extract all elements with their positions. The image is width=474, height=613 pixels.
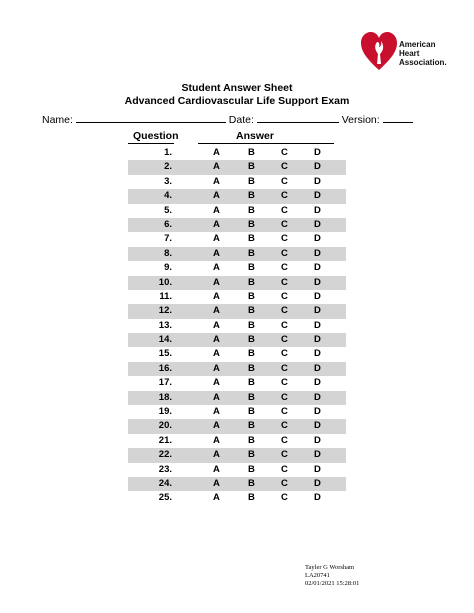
answer-choice-d[interactable]: D (314, 262, 321, 274)
answer-choice-a[interactable]: A (213, 190, 220, 202)
answer-choice-a[interactable]: A (213, 319, 220, 331)
question-number: 4. (164, 190, 172, 202)
question-number: 25. (158, 492, 172, 504)
answer-choice-d[interactable]: D (314, 434, 321, 446)
question-number: 1. (164, 147, 172, 158)
answer-choice-b[interactable]: B (248, 190, 255, 202)
table-row (128, 261, 346, 275)
answer-choice-b[interactable]: B (248, 147, 255, 158)
answer-choice-d[interactable]: D (314, 377, 321, 389)
answer-choice-c[interactable]: C (281, 175, 288, 187)
footer-code: LA20741 (305, 572, 330, 579)
question-number: 13. (158, 319, 172, 331)
question-number: 3. (164, 175, 172, 187)
answer-choice-a[interactable]: A (213, 290, 220, 302)
answer-choice-d[interactable]: D (314, 147, 321, 158)
answer-choice-c[interactable]: C (281, 449, 288, 461)
table-row (128, 232, 346, 246)
answer-choice-a[interactable]: A (213, 477, 220, 489)
question-number: 8. (164, 247, 172, 259)
table-row (128, 477, 346, 491)
table-row (128, 304, 346, 318)
answer-choice-a[interactable]: A (213, 262, 220, 274)
answer-choice-c[interactable]: C (281, 391, 288, 403)
footer-stamp (305, 564, 359, 588)
answer-choice-b[interactable]: B (248, 262, 255, 274)
table-row (128, 391, 346, 405)
answer-choice-b[interactable]: B (248, 391, 255, 403)
answer-choice-b[interactable]: B (248, 406, 255, 418)
answer-choice-a[interactable]: A (213, 161, 220, 173)
answer-choice-c[interactable]: C (281, 161, 288, 173)
answer-choice-c[interactable]: C (281, 147, 288, 158)
table-row (128, 218, 346, 232)
answer-choice-c[interactable]: C (281, 290, 288, 302)
answer-choice-d[interactable]: D (314, 218, 321, 230)
answer-column-header: Answer (236, 130, 274, 142)
answer-choice-b[interactable]: B (248, 218, 255, 230)
answer-choice-c[interactable]: C (281, 377, 288, 389)
table-row (128, 290, 346, 304)
answer-choice-c[interactable]: C (281, 434, 288, 446)
answer-choice-a[interactable]: A (213, 492, 220, 504)
table-row (128, 160, 346, 174)
logo-wordmark: American Heart Association. (399, 40, 447, 67)
answer-choice-a[interactable]: A (213, 218, 220, 230)
answer-choice-a[interactable]: A (213, 276, 220, 288)
answer-choice-b[interactable]: B (248, 477, 255, 489)
question-header-rule (128, 143, 174, 144)
answer-choice-c[interactable]: C (281, 233, 288, 245)
table-row (128, 247, 346, 261)
answer-choice-a[interactable]: A (213, 420, 220, 432)
question-number: 22. (158, 449, 172, 461)
answer-choice-c[interactable]: C (281, 218, 288, 230)
table-row (128, 419, 346, 433)
question-number: 9. (164, 262, 172, 274)
answer-header-rule (198, 143, 334, 144)
question-number: 24. (158, 477, 172, 489)
answer-table (128, 130, 346, 504)
question-number: 2. (164, 161, 172, 173)
question-number: 14. (158, 334, 172, 346)
answer-choice-a[interactable]: A (213, 204, 220, 216)
table-row (128, 362, 346, 376)
answer-choice-b[interactable]: B (248, 362, 255, 374)
answer-choice-a[interactable]: A (213, 449, 220, 461)
table-row (128, 448, 346, 462)
answer-choice-b[interactable]: B (248, 334, 255, 346)
answer-choice-a[interactable]: A (213, 434, 220, 446)
table-row (128, 434, 346, 448)
answer-choice-b[interactable]: B (248, 434, 255, 446)
question-number: 5. (164, 204, 172, 216)
answer-choice-b[interactable]: B (248, 175, 255, 187)
table-row (128, 347, 346, 361)
answer-choice-a[interactable]: A (213, 406, 220, 418)
answer-choice-a[interactable]: A (213, 362, 220, 374)
answer-choice-d[interactable]: D (314, 463, 321, 475)
answer-choice-d[interactable]: D (314, 477, 321, 489)
answer-choice-a[interactable]: A (213, 247, 220, 259)
answer-choice-b[interactable]: B (248, 492, 255, 504)
answer-choice-b[interactable]: B (248, 290, 255, 302)
answer-choice-a[interactable]: A (213, 175, 220, 187)
footer-name: Tayler G Worsham (305, 564, 355, 571)
table-row (128, 491, 346, 505)
answer-choice-a[interactable]: A (213, 305, 220, 317)
answer-choice-c[interactable]: C (281, 477, 288, 489)
answer-choice-d[interactable]: D (314, 175, 321, 187)
answer-choice-c[interactable]: C (281, 420, 288, 432)
answer-choice-c[interactable]: C (281, 204, 288, 216)
answer-choice-d[interactable]: D (314, 334, 321, 346)
answer-choice-d[interactable]: D (314, 204, 321, 216)
question-number: 17. (158, 377, 172, 389)
answer-choice-a[interactable]: A (213, 147, 220, 158)
answer-choice-d[interactable]: D (314, 420, 321, 432)
answer-choice-d[interactable]: D (314, 449, 321, 461)
footer-timestamp: 02/01/2021 15:28:01 (305, 580, 360, 587)
answer-choice-d[interactable]: D (314, 492, 321, 504)
answer-choice-a[interactable]: A (213, 391, 220, 403)
answer-choice-d[interactable]: D (314, 233, 321, 245)
question-number: 6. (164, 218, 172, 230)
answer-choice-b[interactable]: B (248, 449, 255, 461)
answer-choice-c[interactable]: C (281, 305, 288, 317)
document-title-block (0, 82, 474, 107)
answer-choice-b[interactable]: B (248, 348, 255, 360)
table-row (128, 376, 346, 390)
answer-choice-d[interactable]: D (314, 406, 321, 418)
student-info-line (42, 112, 442, 126)
date-label: Date: (228, 114, 254, 126)
answer-choice-d[interactable]: D (314, 362, 321, 374)
question-number: 19. (158, 406, 172, 418)
answer-choice-b[interactable]: B (248, 233, 255, 245)
table-row (128, 189, 346, 203)
answer-choice-c[interactable]: C (281, 334, 288, 346)
answer-choice-c[interactable]: C (281, 406, 288, 418)
question-number: 12. (158, 305, 172, 317)
question-number: 15. (158, 348, 172, 360)
answer-choice-c[interactable]: C (281, 463, 288, 475)
answer-choice-b[interactable]: B (248, 463, 255, 475)
answer-choice-d[interactable]: D (314, 276, 321, 288)
answer-table-header (128, 130, 346, 144)
answer-choice-a[interactable]: A (213, 463, 220, 475)
version-field[interactable] (383, 112, 413, 123)
question-number: 10. (158, 276, 172, 288)
table-row (128, 175, 346, 189)
version-label: Version: (341, 114, 380, 126)
answer-choice-b[interactable]: B (248, 204, 255, 216)
table-row (128, 463, 346, 477)
answer-choice-b[interactable]: B (248, 161, 255, 173)
table-row (128, 319, 346, 333)
answer-choice-d[interactable]: D (314, 247, 321, 259)
table-row (128, 146, 346, 160)
question-column-header: Question (133, 130, 179, 142)
answer-choice-b[interactable]: B (248, 276, 255, 288)
table-row (128, 405, 346, 419)
answer-choice-c[interactable]: C (281, 262, 288, 274)
answer-choice-c[interactable]: C (281, 492, 288, 504)
question-number: 21. (158, 434, 172, 446)
question-number: 11. (159, 290, 172, 302)
table-row (128, 333, 346, 347)
answer-choice-c[interactable]: C (281, 319, 288, 331)
answer-choice-c[interactable]: C (281, 190, 288, 202)
answer-choice-b[interactable]: B (248, 319, 255, 331)
answer-choice-a[interactable]: A (213, 334, 220, 346)
answer-choice-c[interactable]: C (281, 276, 288, 288)
answer-choice-a[interactable]: A (213, 348, 220, 360)
answer-choice-c[interactable]: C (281, 348, 288, 360)
question-number: 23. (158, 463, 172, 475)
answer-choice-d[interactable]: D (314, 348, 321, 360)
answer-choice-b[interactable]: B (248, 247, 255, 259)
answer-choice-b[interactable]: B (248, 420, 255, 432)
name-label: Name: (42, 114, 73, 126)
answer-choice-d[interactable]: D (314, 305, 321, 317)
answer-choice-d[interactable]: D (314, 319, 321, 331)
aha-logo (360, 30, 460, 72)
answer-choice-c[interactable]: C (281, 247, 288, 259)
question-number: 20. (158, 420, 172, 432)
question-number: 7. (164, 233, 172, 245)
question-number: 16. (158, 362, 172, 374)
answer-choice-d[interactable]: D (314, 391, 321, 403)
table-row (128, 276, 346, 290)
page-title: Student Answer Sheet (181, 82, 293, 94)
answer-rows (128, 146, 346, 506)
page-subtitle: Advanced Cardiovascular Life Support Exam (124, 94, 350, 107)
answer-choice-c[interactable]: C (281, 362, 288, 374)
table-row (128, 204, 346, 218)
answer-choice-d[interactable]: D (314, 161, 321, 173)
answer-choice-d[interactable]: D (314, 290, 321, 302)
answer-choice-a[interactable]: A (213, 233, 220, 245)
answer-choice-b[interactable]: B (248, 377, 255, 389)
question-number: 18. (158, 391, 172, 403)
answer-choice-d[interactable]: D (314, 190, 321, 202)
name-field[interactable] (76, 112, 226, 123)
heart-torch-icon (360, 30, 398, 72)
answer-choice-a[interactable]: A (213, 377, 220, 389)
answer-choice-b[interactable]: B (248, 305, 255, 317)
date-field[interactable] (257, 112, 339, 123)
